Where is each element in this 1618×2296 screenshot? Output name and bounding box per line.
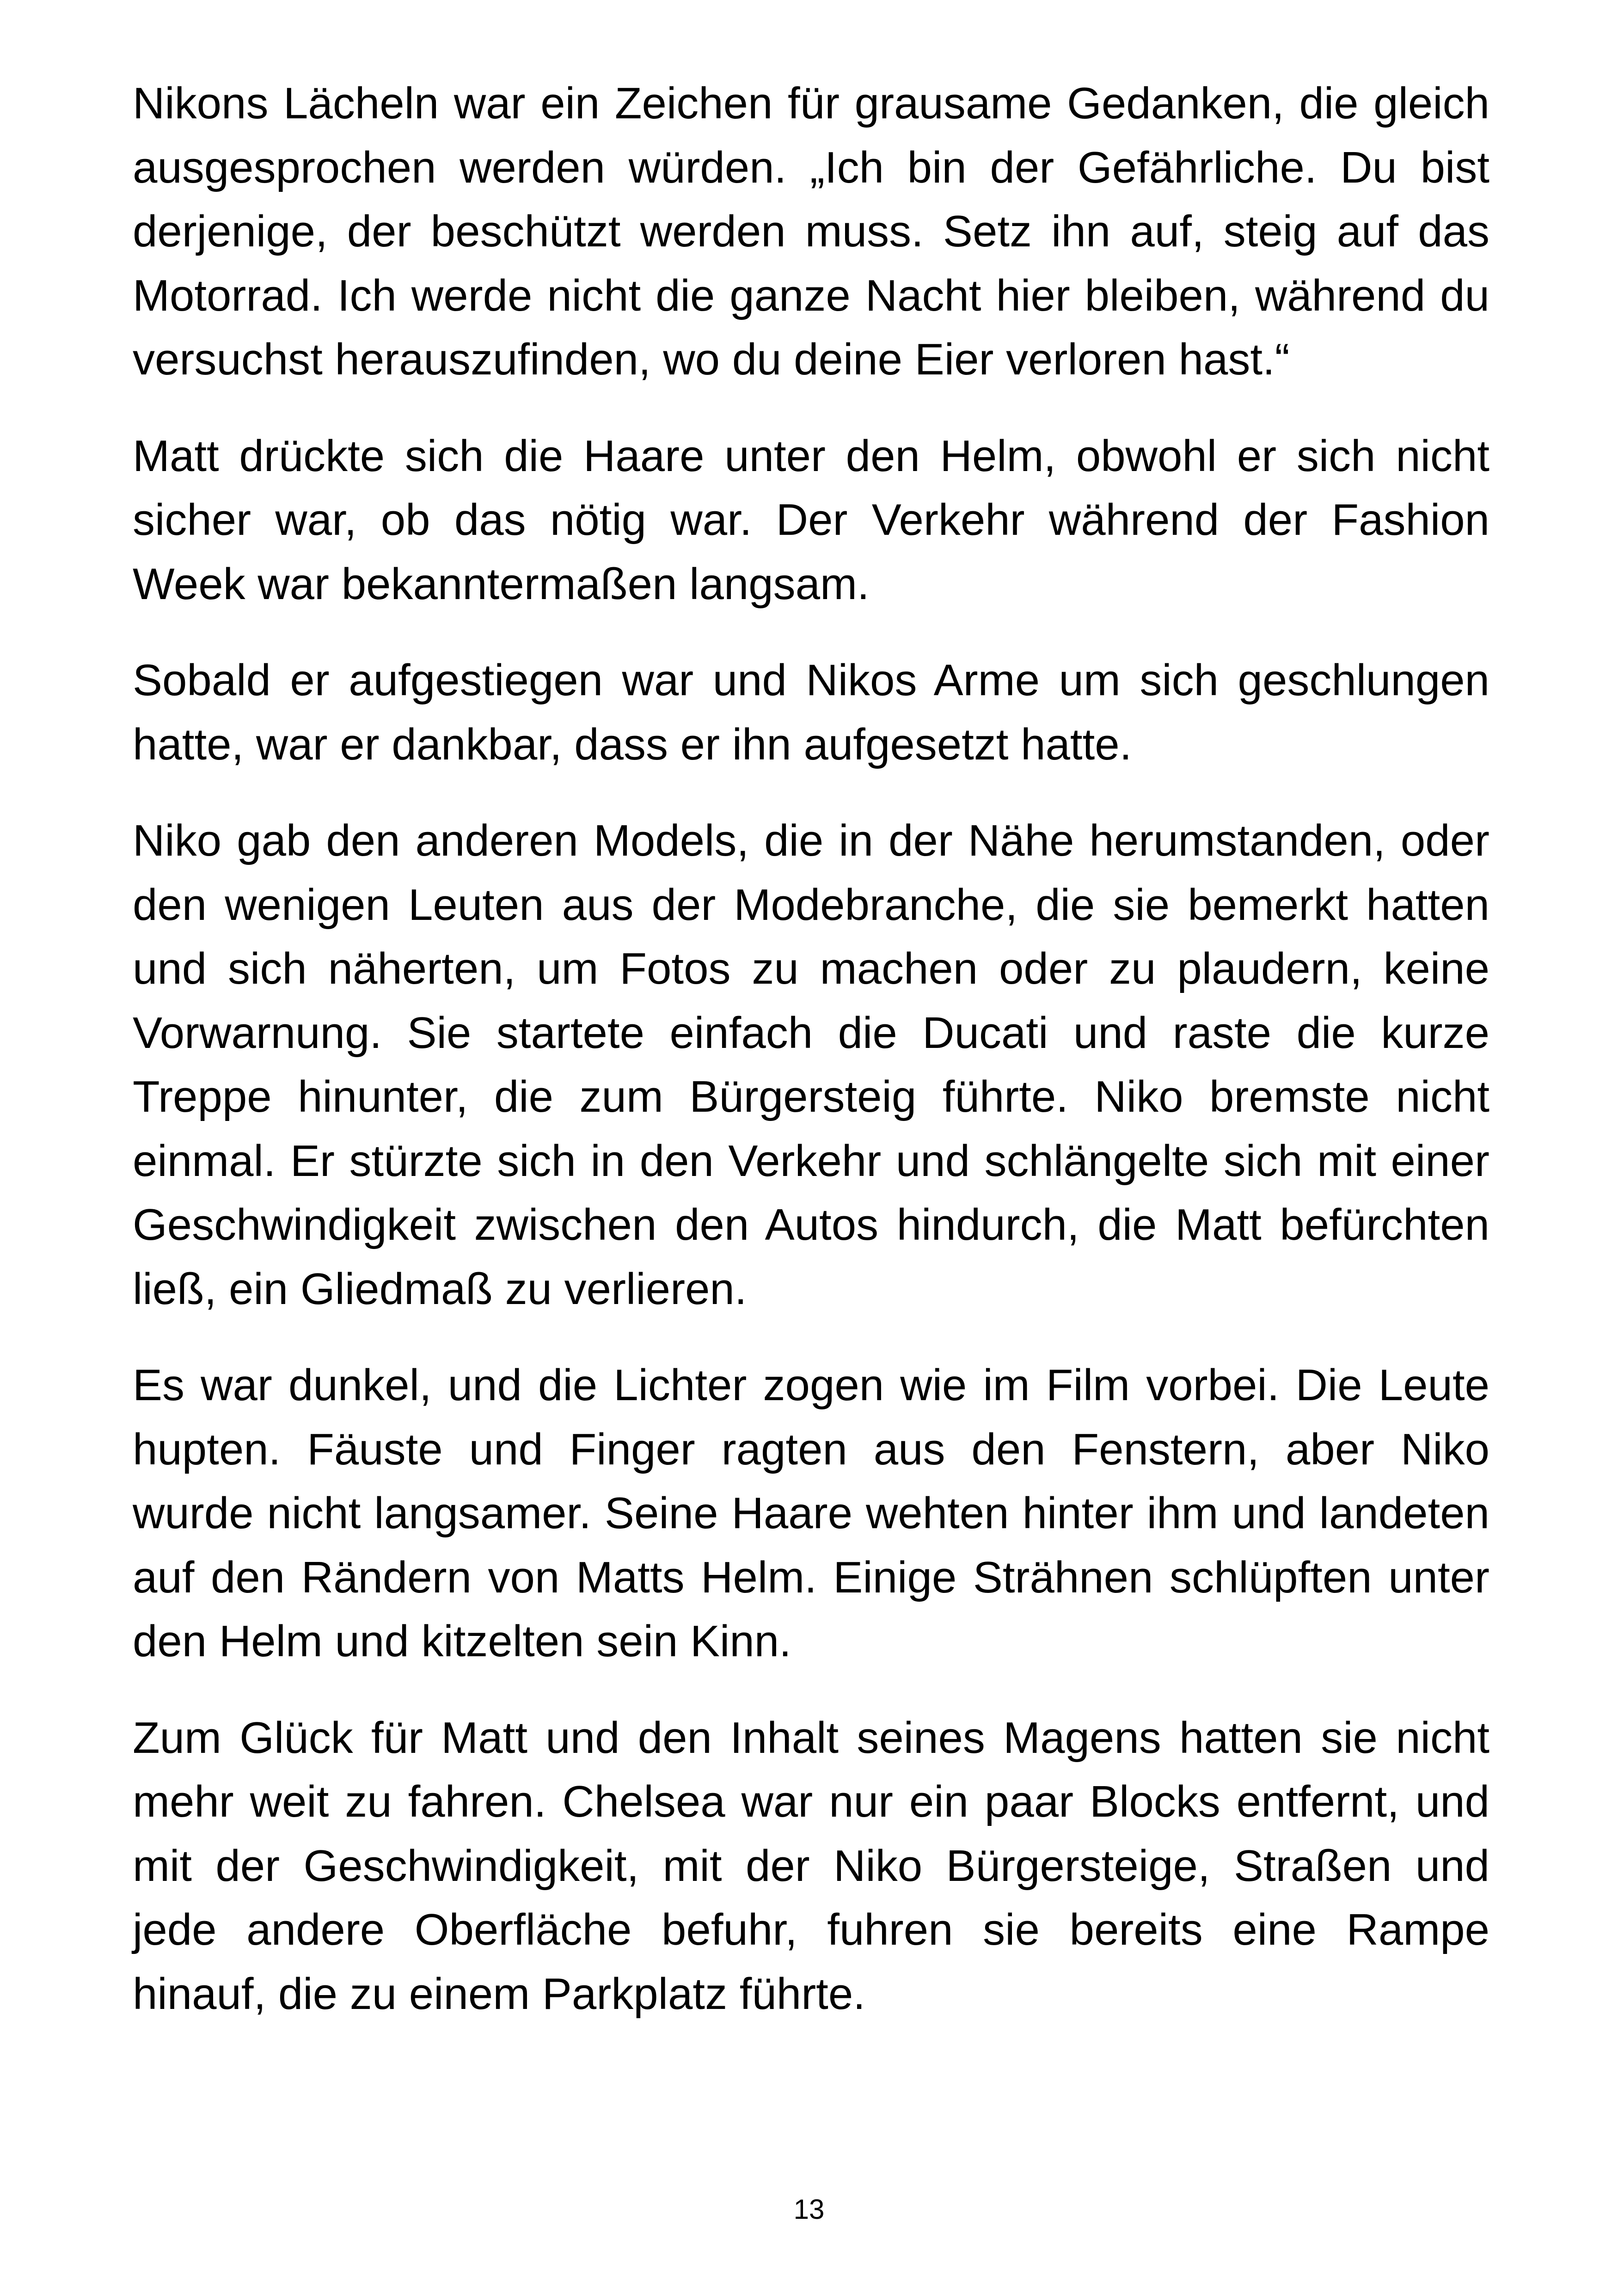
body-text xyxy=(133,72,1489,2058)
paragraph-2: Matt drückte sich die Haare unter den Helm, obwohl er sich nicht sicher war, ob das nötig war. Der Verkehr während der Fashion Week war bekanntermaßen langsam. xyxy=(133,431,1489,609)
paragraph-6: Zum Glück für Matt und den Inhalt seines Magens hatten sie nicht mehr weit zu fahren. Chelsea war nur ein paar Blocks entfernt, und mit der Geschwindigkeit, mit der Niko Bürgersteige, Straßen und jede andere Oberfläche befuhr, fuhren sie bereits eine Rampe hinauf, die zu einem Parkplatz führte. xyxy=(133,1713,1489,2019)
paragraph-1: Nikons Lächeln war ein Zeichen für grausame Gedanken, die gleich ausgesprochen werden würden. „Ich bin der Gefährliche. Du bist derjenige, der beschützt werden muss. Setz ihn auf, steig auf das Motorrad. Ich werde nicht die ganze Nacht hier bleiben, während du versuchst herauszufinden, wo du deine Eier verloren hast.“ xyxy=(133,79,1489,384)
paragraph-3: Sobald er aufgestiegen war und Nikos Arme um sich geschlungen hatte, war er dankbar, dass er ihn aufgesetzt hatte. xyxy=(133,655,1489,769)
paragraph-5: Es war dunkel, und die Lichter zogen wie im Film vorbei. Die Leute hupten. Fäuste und Finger ragten aus den Fenstern, aber Niko wurde nicht langsamer. Seine Haare wehten hinter ihm und landeten auf den Rändern von Matts Helm. Einige Strähnen schlüpften unter den Helm und kitzelten sein Kinn. xyxy=(133,1360,1489,1666)
page-number: 13 xyxy=(793,2194,825,2225)
paragraph-4: Niko gab den anderen Models, die in der Nähe herumstanden, oder den wenigen Leuten aus der Modebranche, die sie bemerkt hatten und sich näherten, um Fotos zu machen oder zu plaudern, keine Vorwarnung. Sie startete einfach die Ducati und raste die kurze Treppe hinunter, die zum Bürgersteig führte. Niko bremste nicht einmal. Er stürzte sich in den Verkehr und schlängelte sich mit einer Geschwindigkeit zwischen den Autos hindurch, die Matt befürchten ließ, ein Gliedmaß zu verlieren. xyxy=(133,816,1489,1314)
